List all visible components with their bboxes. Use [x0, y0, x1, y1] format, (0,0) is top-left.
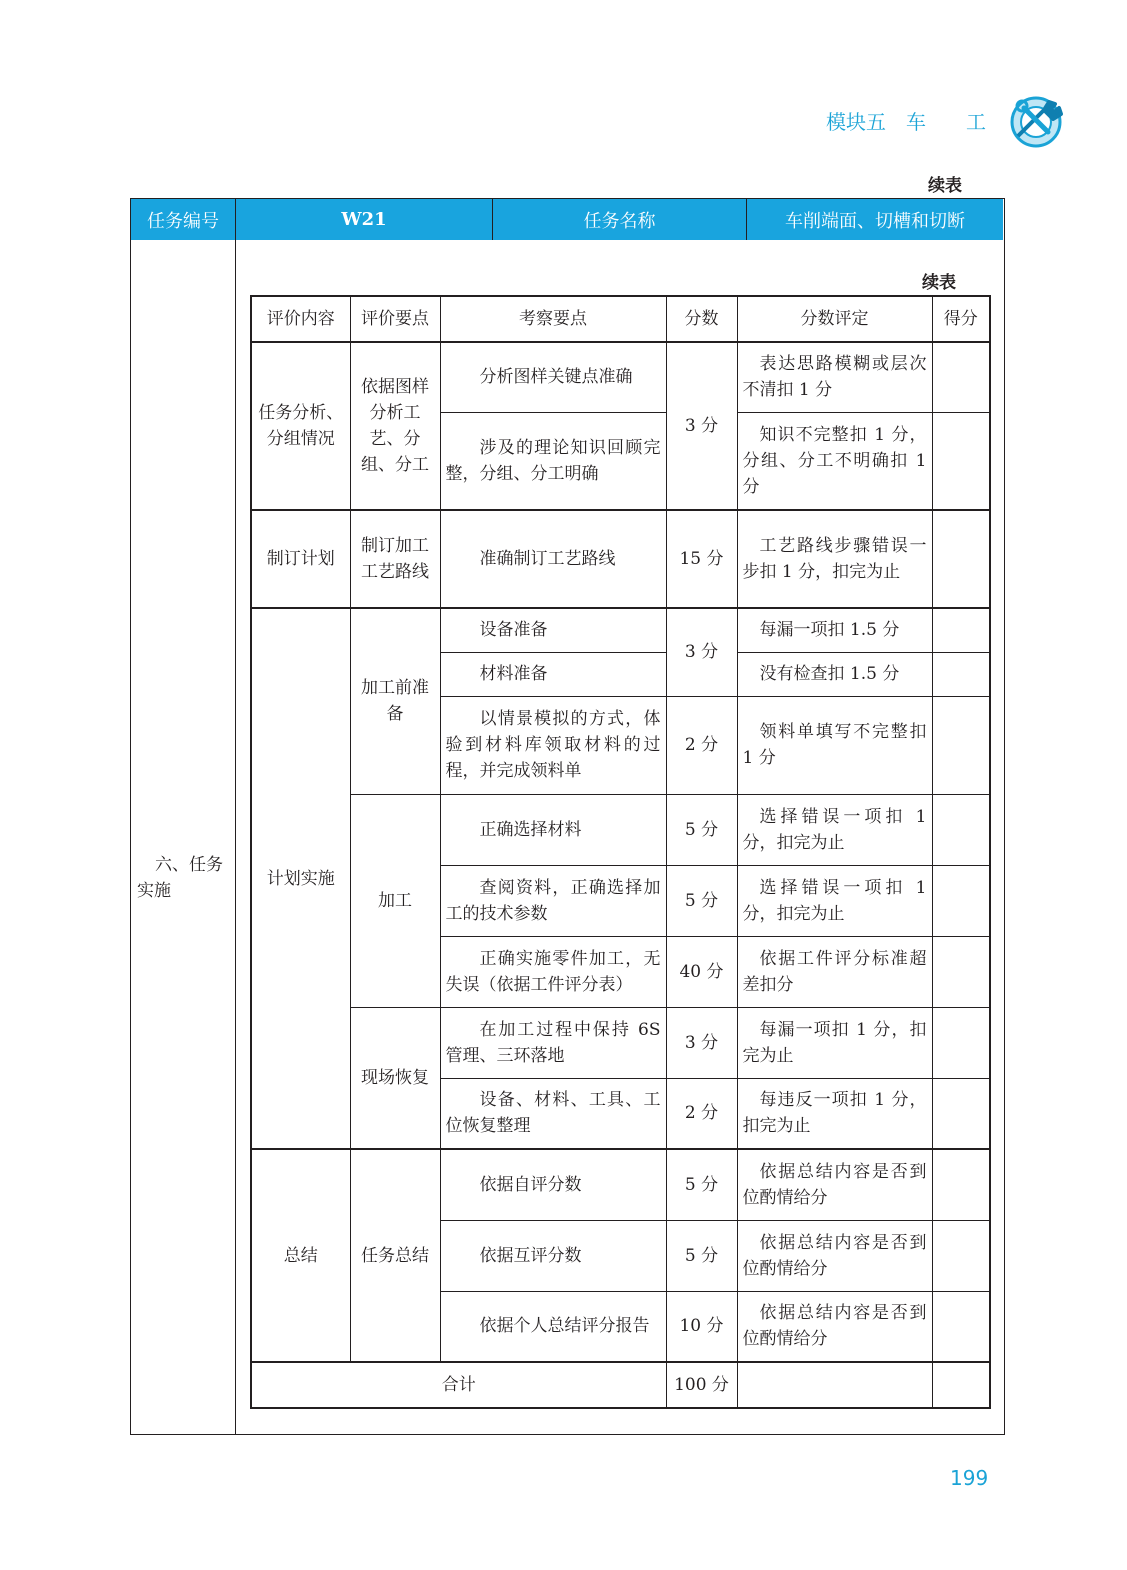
group-cell: 总结	[251, 1149, 350, 1362]
score-cell: 15 分	[666, 510, 737, 608]
page-number: 199	[950, 1466, 989, 1490]
column-header: 得分	[932, 296, 990, 342]
check-cell: 材料准备	[440, 652, 666, 696]
total-eval-cell	[737, 1362, 932, 1408]
column-header: 分数评定	[737, 296, 932, 342]
result-cell[interactable]	[932, 608, 990, 652]
point-cell: 加工前准备	[350, 608, 440, 794]
result-cell[interactable]	[932, 865, 990, 936]
result-cell[interactable]	[932, 652, 990, 696]
result-cell[interactable]	[932, 696, 990, 794]
point-cell: 加工	[350, 794, 440, 1007]
check-cell: 在加工过程中保持 6S 管理、三环落地	[440, 1007, 666, 1078]
eval-cell	[737, 412, 932, 510]
table-row	[251, 794, 990, 865]
eval-text: 选择错误一项扣 1 分，扣完为止	[742, 806, 927, 853]
check-cell: 依据互评分数	[440, 1220, 666, 1291]
check-cell: 分析图样关键点准确	[440, 342, 666, 412]
point-cell: 依据图样分析工艺、分组、分工	[350, 342, 440, 510]
total-result-cell[interactable]	[932, 1362, 990, 1408]
task-no-label: 任务编号	[131, 199, 236, 240]
check-cell: 依据自评分数	[440, 1149, 666, 1220]
result-cell[interactable]	[932, 510, 990, 608]
eval-cell	[737, 652, 932, 696]
check-cell: 正确选择材料	[440, 794, 666, 865]
table-row	[251, 1149, 990, 1220]
point-cell: 制订加工工艺路线	[350, 510, 440, 608]
result-cell[interactable]	[932, 412, 990, 510]
check-cell: 准确制订工艺路线	[440, 510, 666, 608]
eval-cell	[737, 1078, 932, 1149]
result-cell[interactable]	[932, 1149, 990, 1220]
section-column	[131, 240, 236, 1434]
score-cell: 3 分	[666, 608, 737, 696]
table-header-row	[251, 296, 990, 342]
eval-cell	[737, 865, 932, 936]
score-cell: 40 分	[666, 936, 737, 1007]
check-cell: 查阅资料，正确选择加工的技术参数	[440, 865, 666, 936]
eval-text: 工艺路线步骤错误一步扣 1 分，扣完为止	[742, 536, 927, 582]
eval-text: 依据总结内容是否到位酌情给分	[742, 1232, 927, 1279]
group-cell: 计划实施	[251, 608, 350, 1149]
column-header: 评价要点	[350, 296, 440, 342]
result-cell[interactable]	[932, 1007, 990, 1078]
total-row	[251, 1362, 990, 1408]
total-label: 合计	[251, 1362, 666, 1408]
eval-text: 领料单填写不完整扣 1 分	[742, 722, 927, 768]
score-cell: 2 分	[666, 696, 737, 794]
check-cell: 设备准备	[440, 608, 666, 652]
module-title: 模块五 车 工	[826, 110, 986, 134]
eval-cell	[737, 696, 932, 794]
score-cell: 2 分	[666, 1078, 737, 1149]
result-cell[interactable]	[932, 1291, 990, 1362]
eval-cell	[737, 510, 932, 608]
table-row	[251, 510, 990, 608]
score-cell: 5 分	[666, 1220, 737, 1291]
task-name-label: 任务名称	[493, 199, 747, 240]
eval-text: 每漏一项扣 1.5 分	[759, 620, 900, 641]
total-score: 100 分	[666, 1362, 737, 1408]
check-cell: 依据个人总结评分报告	[440, 1291, 666, 1362]
eval-text: 选择错误一项扣 1 分，扣完为止	[742, 877, 927, 924]
table-row	[251, 608, 990, 652]
check-cell: 设备、材料、工具、工位恢复整理	[440, 1078, 666, 1149]
task-no: W21	[236, 199, 493, 240]
column-header: 评价内容	[251, 296, 350, 342]
score-cell: 5 分	[666, 865, 737, 936]
check-cell: 涉及的理论知识回顾完整，分组、分工明确	[440, 412, 666, 510]
result-cell[interactable]	[932, 936, 990, 1007]
eval-text: 每漏一项扣 1 分，扣完为止	[742, 1019, 927, 1066]
evaluation-table	[250, 295, 991, 1409]
eval-text: 知识不完整扣 1 分，分组、分工不明确扣 1 分	[742, 424, 927, 497]
continued-label: 续表	[928, 176, 962, 196]
eval-text: 依据总结内容是否到位酌情给分	[742, 1303, 927, 1350]
eval-cell	[737, 1149, 932, 1220]
eval-text: 每违反一项扣 1 分，扣完为止	[742, 1090, 927, 1137]
eval-cell	[737, 794, 932, 865]
eval-cell	[737, 1007, 932, 1078]
score-cell: 5 分	[666, 794, 737, 865]
result-cell[interactable]	[932, 794, 990, 865]
eval-text: 没有检查扣 1.5 分	[759, 664, 900, 684]
score-cell: 10 分	[666, 1291, 737, 1362]
group-cell: 任务分析、分组情况	[251, 342, 350, 510]
wrench-gear-icon	[1004, 90, 1064, 150]
column-header: 分数	[666, 296, 737, 342]
score-cell: 3 分	[666, 342, 737, 510]
table-row	[251, 342, 990, 412]
eval-cell	[737, 342, 932, 412]
score-cell: 3 分	[666, 1007, 737, 1078]
section-label: 六、任务实施	[137, 855, 223, 901]
table-row	[251, 1007, 990, 1078]
result-cell[interactable]	[932, 1220, 990, 1291]
eval-cell	[737, 608, 932, 652]
task-name: 车削端面、切槽和切断	[785, 210, 965, 232]
eval-cell	[737, 1291, 932, 1362]
point-cell: 现场恢复	[350, 1007, 440, 1149]
eval-text: 依据总结内容是否到位酌情给分	[742, 1161, 927, 1208]
eval-cell	[737, 1220, 932, 1291]
result-cell[interactable]	[932, 342, 990, 412]
group-cell: 制订计划	[251, 510, 350, 608]
eval-text: 依据工件评分标准超差扣分	[742, 948, 927, 995]
point-cell: 任务总结	[350, 1149, 440, 1362]
check-cell: 以情景模拟的方式，体验到材料库领取材料的过程，并完成领料单	[440, 696, 666, 794]
score-cell: 5 分	[666, 1149, 737, 1220]
task-header	[131, 199, 1003, 240]
check-cell: 正确实施零件加工，无失误（依据工件评分表）	[440, 936, 666, 1007]
column-header: 考察要点	[440, 296, 666, 342]
inner-continued-label: 续表	[922, 273, 956, 293]
eval-cell	[737, 936, 932, 1007]
eval-text: 表达思路模糊或层次不清扣 1 分	[742, 354, 927, 401]
result-cell[interactable]	[932, 1078, 990, 1149]
